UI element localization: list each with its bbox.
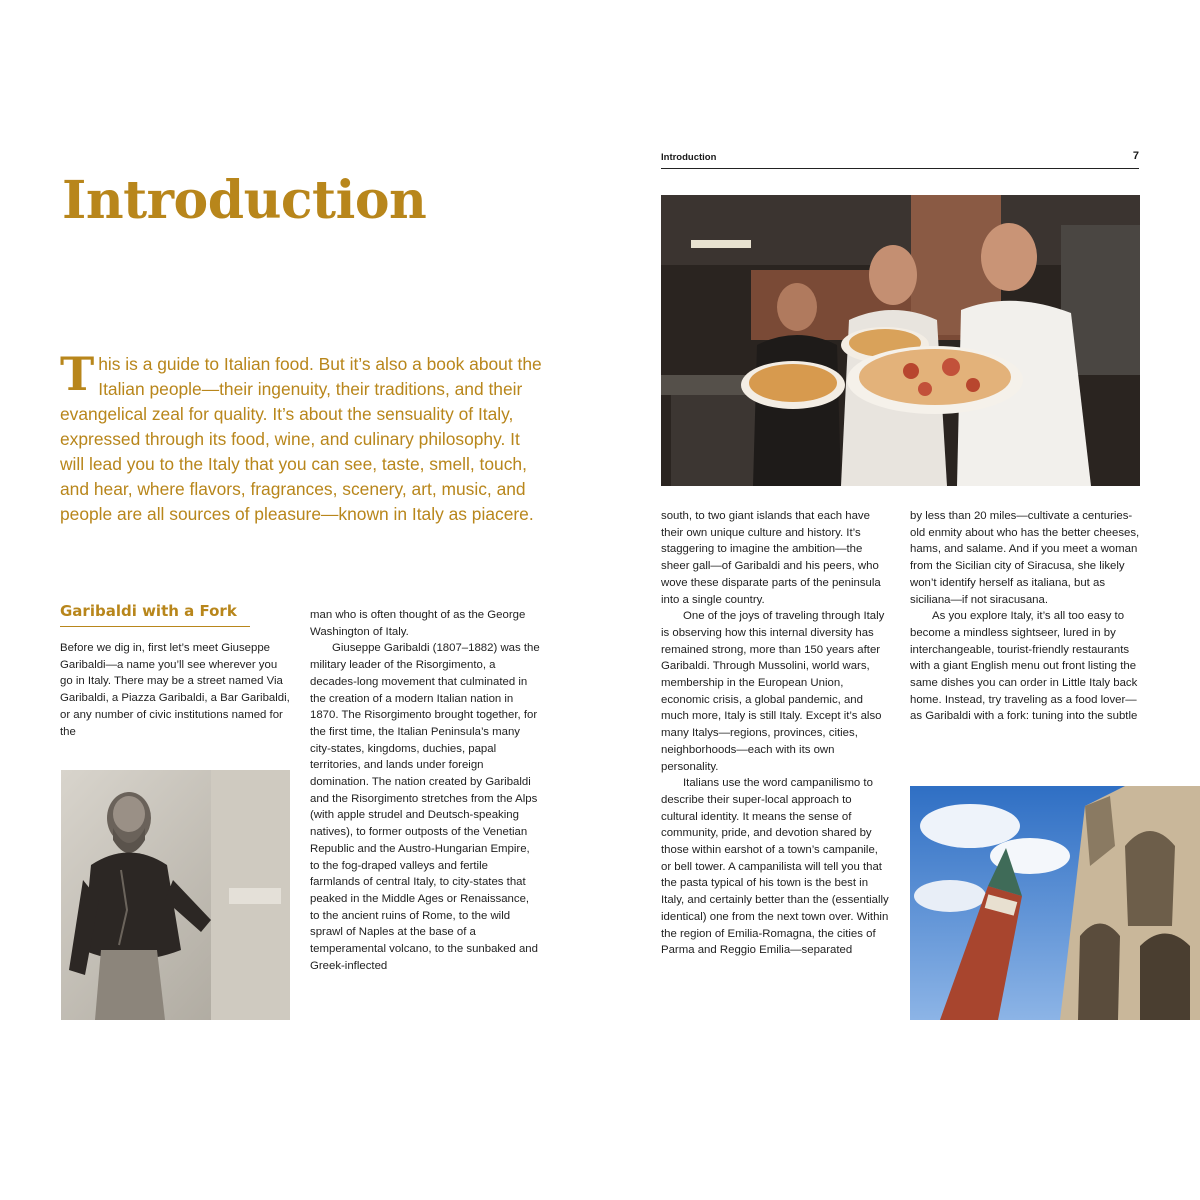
pizza-chefs-photo xyxy=(661,195,1140,486)
body-paragraph: south, to two giant islands that each have their own unique culture and history. It’s staggering to imagine the ambition—the sheer gall—of Garibaldi and his peers, who wove these disparate parts of the peninsula into a single country. xyxy=(661,510,881,606)
right-column-2 xyxy=(910,508,1140,725)
body-paragraph: by less than 20 miles—cultivate a centuries-old enmity about who has the better cheeses, hams, and salame. And if you meet a woman from the Sicilian city of Siracusa, she likely won’t identify herself as italiana, but as siciliana—if not siracusana. xyxy=(910,510,1140,606)
pizzeria-illustration xyxy=(661,195,1140,486)
right-column-1 xyxy=(661,508,891,959)
chapter-title: Introduction xyxy=(62,170,427,231)
body-paragraph: Giuseppe Garibaldi (1807–1882) was the military leader of the Risorgimento, a decades-long movement that culminated in the creation of a modern Italian nation in 1870. The Risorgimento brought together, for the first time, the Italian Peninsula’s many city-states, kingdoms, duchies, papal territories, and lands under foreign domination. The nation created by Garibaldi and the Risorgimento stretches from the Alps (with apple strudel and Deutsch-speaking natives), to former outposts of the Venetian Republic and the Austro-Hungarian Empire, to the fog-draped valleys and fertile farmlands of central Italy, to city-states that peaked in the Middle Ages or Renaissance, to the ancient ruins of Rome, to the wild sprawl of Naples at the base of a temperamental volcano, to the sunbaked and Greek-inflected xyxy=(310,642,540,972)
running-head-title: Introduction xyxy=(661,152,717,163)
body-paragraph: One of the joys of traveling through Italy is observing how this internal diversity has remained strong, more than 150 years after Garibaldi. Through Mussolini, world wars, membership in the European Union, economic crisis, a global pandemic, and much more, Italy is still Italy. Except it’s also many Italys—regions, provinces, cities, neighborhoods—each with its own personality. xyxy=(661,610,885,773)
body-paragraph: As you explore Italy, it’s all too easy to become a mindless sightseer, lured in by interchangeable, tourist-friendly restaurants with a giant English menu out front listing the same dishes you can order in Little Italy back home. Instead, try traveling as a food lover—as Garibaldi with a fork: tuning into the subtle xyxy=(910,610,1138,723)
garibaldi-portrait-photo xyxy=(61,770,290,1020)
body-paragraph: Italians use the word campanilismo to describe their super-local approach to cultural identity. It means the sense of community, pride, and devotion shared by those within earshot of a town’s campanile, or bell tower. A campanilista will tell you that the pasta typical of his town is the best in Italy, and certainly better than the (essentially identical) one from the next town over. Within the region of Emilia-Romagna, the cities of Parma and Reggio Emilia—separated xyxy=(661,777,889,957)
portrait-illustration xyxy=(61,770,290,1020)
drop-cap: T xyxy=(60,347,95,401)
page-number: 7 xyxy=(1132,150,1139,162)
section-subhead: Garibaldi with a Fork xyxy=(60,602,250,627)
campanile-illustration xyxy=(910,786,1200,1020)
bell-tower-photo xyxy=(910,786,1200,1020)
left-column-1 xyxy=(60,640,290,740)
body-paragraph: man who is often thought of as the George Washington of Italy. xyxy=(310,609,526,638)
lead-paragraph xyxy=(60,347,544,527)
left-column-2 xyxy=(310,607,540,974)
body-paragraph: Before we dig in, first let’s meet Giuseppe Garibaldi—a name you’ll see wherever you go in Italy. There may be a street named Via Garibaldi, a Piazza Garibaldi, a Bar Garibaldi, or any number of civic institutions named for the xyxy=(60,642,290,738)
running-head xyxy=(661,150,1139,169)
right-page xyxy=(600,0,1200,1200)
lead-text: his is a guide to Italian food. But it’s also a book about the Italian people—their ingenuity, their traditions, and their evangelical zeal for quality. It’s about the sensuality of Italy, expressed through its food, wine, and culinary philosophy. It will lead you to the Italy that you can see, taste, smell, touch, and hear, where flavors, fragrances, scenery, art, music, and people are all sources of pleasure—known in Italy as piacere. xyxy=(60,354,542,524)
